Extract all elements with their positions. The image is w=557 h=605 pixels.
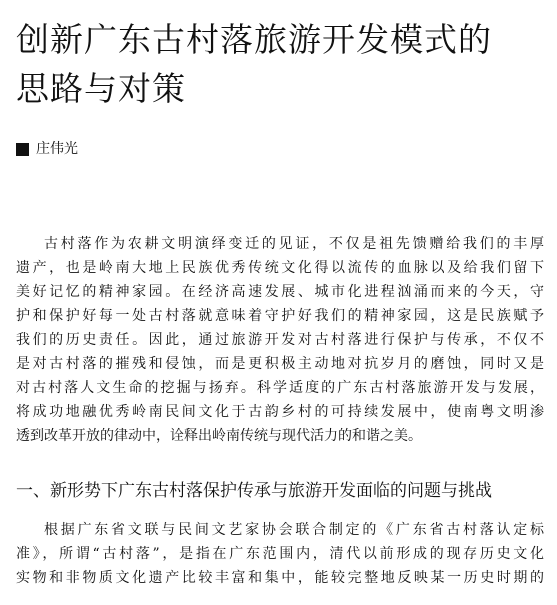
section-line: 实物和非物质文化遗产比较丰富和集中，能较完整地反映某一历史时期的: [16, 570, 544, 586]
title-line-2: 思路与对策: [16, 69, 186, 108]
intro-line: 将成功地融优秀岭南民间文化于古韵乡村的可持续发展中，使南粤文明渗: [16, 404, 544, 420]
section-line: 准》，所谓“古村落”，是指在广东范围内，清代以前形成的现存历史文化: [16, 546, 544, 562]
intro-line: 是对古村落的摧残和侵蚀，而是更积极主动地对抗岁月的磨蚀，同时又是: [16, 356, 544, 372]
intro-line: 我们的历史责任。因此，通过旅游开发对古村落进行保护与传承，不仅不: [16, 332, 544, 348]
section-heading: 一、新形势下广东古村落保护传承与旅游开发面临的问题与挑战: [16, 481, 492, 501]
intro-line: 对古村落人文生命的挖掘与扬弃。科学适度的广东古村落旅游开发与发展，: [16, 380, 544, 396]
intro-paragraph: [16, 232, 544, 448]
intro-line: 古村落作为农耕文明演绎变迁的见证，不仅是祖先馈赠给我们的丰厚: [44, 236, 544, 252]
author-byline: [16, 140, 78, 158]
black-square-icon: [16, 143, 29, 156]
intro-line: 美好记忆的精神家园。在经济高速发展、城市化进程汹涌而来的今天，守: [16, 284, 544, 300]
section-line: 根据广东省文联与民间文艺家协会联合制定的《广东省古村落认定标: [44, 522, 544, 538]
author-name: 庄伟光: [36, 141, 78, 157]
intro-line: 护和保护好每一处古村落就意味着守护好我们的精神家园，这是民族赋予: [16, 308, 544, 324]
title-line-1: 创新广东古村落旅游开发模式的: [16, 20, 492, 59]
section-paragraph: [16, 518, 544, 590]
intro-line: 透到改革开放的律动中，诠释出岭南传统与现代活力的和谐之美。: [16, 428, 422, 444]
intro-line: 遗产，也是岭南大地上民族优秀传统文化得以流传的血脉以及给我们留下: [16, 260, 544, 276]
article-title: [16, 15, 546, 113]
